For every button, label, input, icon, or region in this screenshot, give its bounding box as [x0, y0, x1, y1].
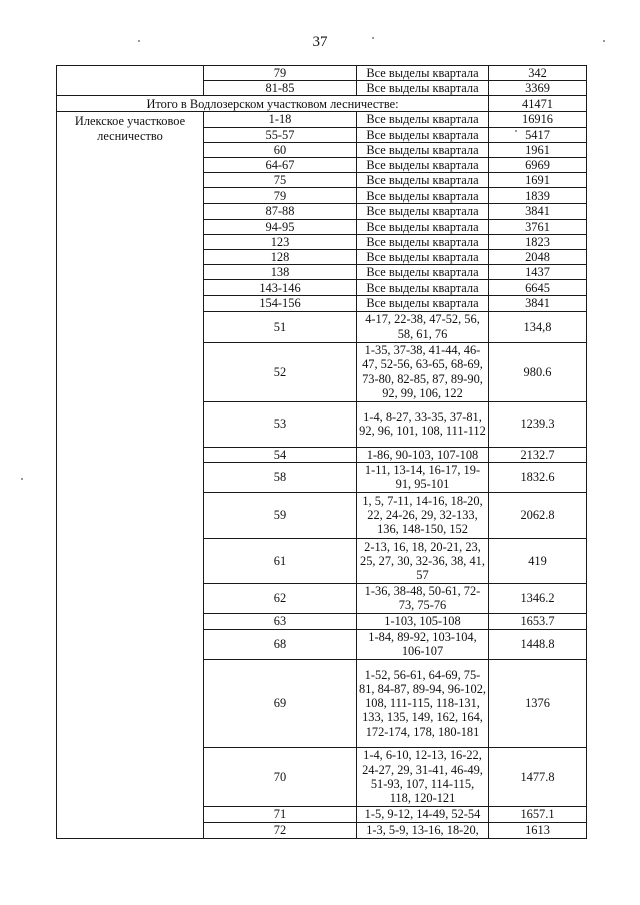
area-cell: 1376	[489, 659, 587, 747]
plots-cell: Все выделы квартала	[357, 158, 489, 173]
forestry-cell-empty	[57, 66, 204, 96]
quarter-cell: 128	[204, 250, 357, 265]
area-cell: 1823	[489, 234, 587, 249]
plots-cell: 1-4, 8-27, 33-35, 37-81, 92, 96, 101, 108, 111-112	[357, 401, 489, 447]
plots-cell: 1-3, 5-9, 13-16, 18-20,	[357, 822, 489, 838]
quarter-cell: 143-146	[204, 280, 357, 296]
area-cell: 342	[489, 66, 587, 81]
table-body	[57, 66, 587, 839]
plots-cell: Все выделы квартала	[357, 188, 489, 204]
area-cell: 1346.2	[489, 583, 587, 613]
area-cell: 2132.7	[489, 447, 587, 462]
quarter-cell: 87-88	[204, 204, 357, 219]
quarter-cell: 72	[204, 822, 357, 838]
quarter-cell: 59	[204, 492, 357, 538]
quarter-cell: 79	[204, 188, 357, 204]
plots-cell: Все выделы квартала	[357, 112, 489, 127]
plots-cell: Все выделы квартала	[357, 296, 489, 311]
plots-cell: 1-36, 38-48, 50-61, 72-73, 75-76	[357, 583, 489, 613]
plots-cell: 1-35, 37-38, 41-44, 46-47, 52-56, 63-65, 68-69, 73-80, 82-85, 87, 89-90, 92, 99, 106, 122	[357, 342, 489, 401]
table-row	[57, 112, 587, 127]
area-cell: 1448.8	[489, 629, 587, 659]
quarter-cell: 75	[204, 173, 357, 188]
area-cell: 980.6	[489, 342, 587, 401]
quarter-cell: 55-57	[204, 127, 357, 142]
forestry-name-cell: Илекское участковое лесничество	[57, 112, 204, 838]
area-cell: 5417	[489, 127, 587, 142]
area-cell: 1832.6	[489, 462, 587, 492]
quarter-cell: 79	[204, 66, 357, 81]
quarter-cell: 138	[204, 265, 357, 280]
plots-cell: Все выделы квартала	[357, 234, 489, 249]
area-cell: 3369	[489, 81, 587, 96]
table-row	[57, 66, 587, 81]
area-cell: 1657.1	[489, 806, 587, 822]
plots-cell: 1, 5, 7-11, 14-16, 18-20, 22, 24-26, 29, 32-133, 136, 148-150, 152	[357, 492, 489, 538]
plots-cell: 1-52, 56-61, 64-69, 75-81, 84-87, 89-94, 96-102, 108, 111-115, 118-131, 133, 135, 149, 162, 164, 172-174, 178, 180-181	[357, 659, 489, 747]
quarter-cell: 53	[204, 401, 357, 447]
area-cell: 2048	[489, 250, 587, 265]
page-number: 37	[312, 34, 328, 50]
quarter-cell: 94-95	[204, 219, 357, 234]
scan-speck	[138, 40, 140, 42]
quarter-cell: 64-67	[204, 158, 357, 173]
subtotal-row	[57, 96, 587, 112]
area-cell: 1653.7	[489, 613, 587, 629]
plots-cell: Все выделы квартала	[357, 250, 489, 265]
plots-cell: 1-4, 6-10, 12-13, 16-22, 24-27, 29, 31-41, 46-49, 51-93, 107, 114-115, 118, 120-121	[357, 747, 489, 806]
plots-cell: Все выделы квартала	[357, 280, 489, 296]
subtotal-area: 41471	[489, 96, 587, 112]
quarter-cell: 154-156	[204, 296, 357, 311]
plots-cell: Все выделы квартала	[357, 127, 489, 142]
area-cell: 3761	[489, 219, 587, 234]
quarter-cell: 68	[204, 629, 357, 659]
plots-cell: Все выделы квартала	[357, 204, 489, 219]
quarter-cell: 62	[204, 583, 357, 613]
quarter-cell: 81-85	[204, 81, 357, 96]
scan-speck	[515, 130, 517, 132]
area-cell: 1961	[489, 142, 587, 157]
quarter-cell: 63	[204, 613, 357, 629]
plots-cell: Все выделы квартала	[357, 66, 489, 81]
scan-speck	[372, 37, 374, 39]
area-cell: 134,8	[489, 311, 587, 342]
quarter-cell: 61	[204, 538, 357, 583]
plots-cell: 1-103, 105-108	[357, 613, 489, 629]
plots-cell: 2-13, 16, 18, 20-21, 23, 25, 27, 30, 32-36, 38, 41, 57	[357, 538, 489, 583]
area-cell: 6969	[489, 158, 587, 173]
quarter-cell: 52	[204, 342, 357, 401]
quarter-cell: 54	[204, 447, 357, 462]
quarter-cell: 51	[204, 311, 357, 342]
quarter-cell: 70	[204, 747, 357, 806]
plots-cell: Все выделы квартала	[357, 173, 489, 188]
plots-cell: Все выделы квартала	[357, 265, 489, 280]
area-cell: 1239.3	[489, 401, 587, 447]
area-cell: 419	[489, 538, 587, 583]
plots-cell: Все выделы квартала	[357, 81, 489, 96]
forest-quarters-table	[56, 65, 587, 839]
plots-cell: 1-11, 13-14, 16-17, 19-91, 95-101	[357, 462, 489, 492]
quarter-cell: 69	[204, 659, 357, 747]
area-cell: 1839	[489, 188, 587, 204]
quarter-cell: 71	[204, 806, 357, 822]
quarter-cell: 58	[204, 462, 357, 492]
scan-speck	[21, 478, 23, 480]
plots-cell: 1-84, 89-92, 103-104, 106-107	[357, 629, 489, 659]
plots-cell: Все выделы квартала	[357, 219, 489, 234]
quarter-cell: 123	[204, 234, 357, 249]
plots-cell: 1-5, 9-12, 14-49, 52-54	[357, 806, 489, 822]
area-cell: 3841	[489, 296, 587, 311]
area-cell: 6645	[489, 280, 587, 296]
area-cell: 16916	[489, 112, 587, 127]
plots-cell: 1-86, 90-103, 107-108	[357, 447, 489, 462]
area-cell: 1437	[489, 265, 587, 280]
plots-cell: Все выделы квартала	[357, 142, 489, 157]
quarter-cell: 1-18	[204, 112, 357, 127]
quarter-cell: 60	[204, 142, 357, 157]
area-cell: 3841	[489, 204, 587, 219]
area-cell: 1477.8	[489, 747, 587, 806]
area-cell: 2062.8	[489, 492, 587, 538]
plots-cell: 4-17, 22-38, 47-52, 56, 58, 61, 76	[357, 311, 489, 342]
scan-speck	[603, 40, 605, 42]
area-cell: 1613	[489, 822, 587, 838]
subtotal-label: Итого в Водлозерском участковом лесничестве:	[57, 96, 489, 112]
area-cell: 1691	[489, 173, 587, 188]
